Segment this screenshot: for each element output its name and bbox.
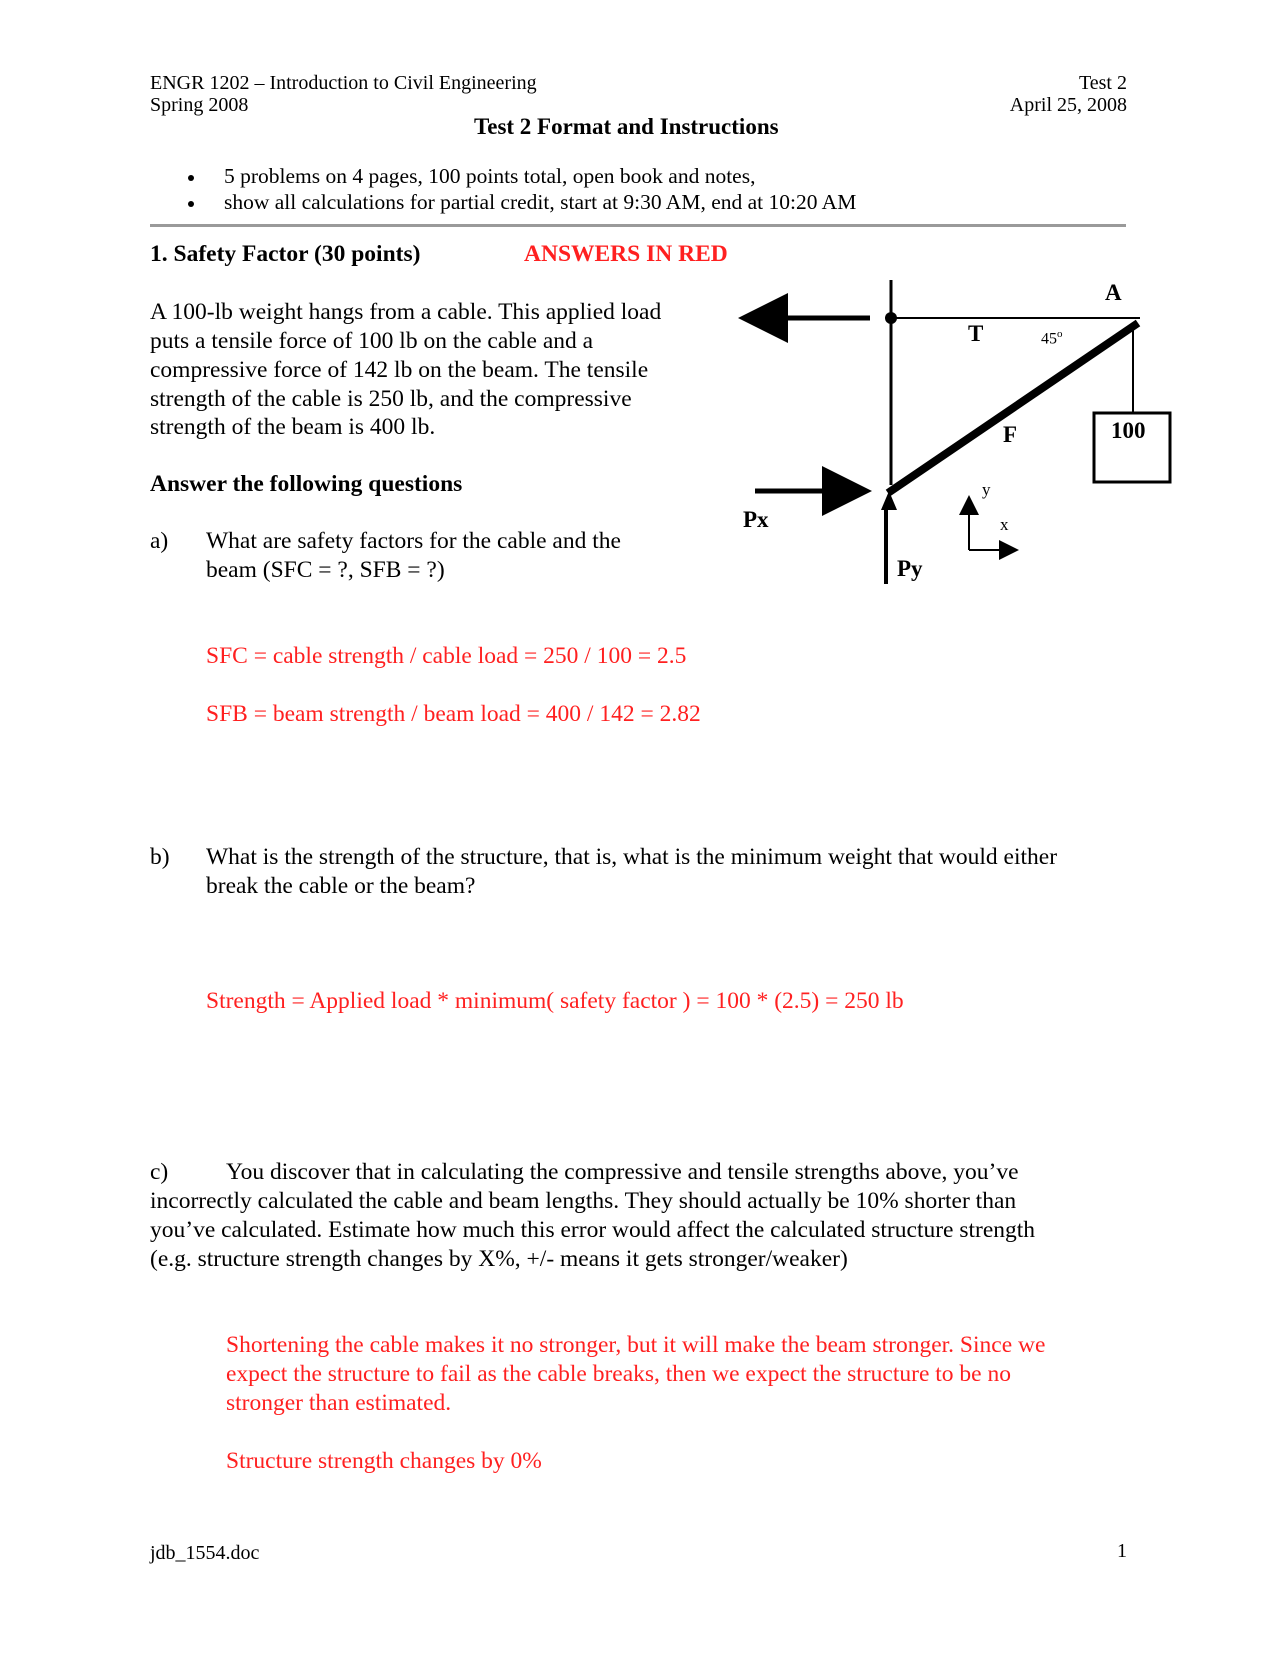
answer-a-sfc: SFC = cable strength / cable load = 250 / 100 = 2.5 (206, 643, 687, 669)
label-t: T (968, 321, 984, 346)
test-number: Test 2 (1078, 72, 1127, 94)
page-title: Test 2 Format and Instructions (474, 114, 779, 139)
question-c-line: you’ve calculated. Estimate how much this error would affect the calculated structure strength (150, 1217, 1036, 1243)
problem-statement-line: A 100-lb weight hangs from a cable. This applied load (150, 299, 662, 325)
pivot (881, 491, 897, 510)
test-date: April 25, 2008 (1009, 94, 1127, 116)
label-f: F (1003, 422, 1018, 447)
problem-heading: 1. Safety Factor (30 points) (150, 241, 421, 267)
cable-pin (885, 312, 897, 324)
question-c-line: (e.g. structure strength changes by X%, +/- means it gets stronger/weaker) (150, 1246, 848, 1272)
answers-note: ANSWERS IN RED (524, 241, 728, 267)
weight-label: 100 (1111, 418, 1146, 443)
page-number: 1 (1117, 1540, 1127, 1562)
beam-f (888, 323, 1138, 493)
angle-value: 45 (1041, 330, 1057, 348)
question-a-line: What are safety factors for the cable and the (206, 528, 621, 554)
question-b-label: b) (150, 844, 170, 870)
question-b-line: break the cable or the beam? (206, 873, 476, 899)
degree-sign: o (1057, 328, 1063, 340)
answer-c-line: stronger than estimated. (226, 1390, 452, 1416)
footer-filename: jdb_1554.doc (150, 1542, 260, 1564)
problem-statement-line: compressive force of 142 lb on the beam. The tensile (150, 357, 649, 383)
label-py: Py (897, 556, 923, 581)
instruction-line: 5 problems on 4 pages, 100 points total, open book and notes, (224, 164, 756, 188)
axis-y-label: y (982, 480, 991, 499)
term: Spring 2008 (150, 94, 249, 116)
answer-c-line: expect the structure to fail as the cable breaks, then we expect the structure to be no (226, 1361, 1011, 1387)
answer-b: Strength = Applied load * minimum( safety factor ) = 100 * (2.5) = 250 lb (206, 988, 904, 1014)
answer-heading: Answer the following questions (150, 471, 463, 497)
problem-statement-line: puts a tensile force of 100 lb on the cable and a (150, 328, 594, 354)
problem-statement-line: strength of the cable is 250 lb, and the compressive (150, 386, 632, 412)
question-a-label: a) (150, 528, 169, 554)
problem-statement-line: strength of the beam is 400 lb. (150, 414, 436, 440)
question-b-line: What is the strength of the structure, that is, what is the minimum weight that would either (206, 844, 1058, 870)
question-c-label: c) (150, 1159, 169, 1185)
question-a-line: beam (SFC = ?, SFB = ?) (206, 557, 445, 583)
question-c-line: incorrectly calculated the cable and beam lengths. They should actually be 10% shorter than (150, 1188, 1017, 1214)
axis-x-label: x (1000, 515, 1009, 534)
question-c-line: You discover that in calculating the compressive and tensile strengths above, you’ve (226, 1159, 1019, 1185)
instruction-line: show all calculations for partial credit, start at 9:30 AM, end at 10:20 AM (224, 190, 857, 214)
course-title: ENGR 1202 – Introduction to Civil Engineering (150, 72, 537, 94)
answer-a-sfb: SFB = beam strength / beam load = 400 / 142 = 2.82 (206, 701, 701, 727)
angle-label (1041, 328, 1063, 348)
answer-c-line: Shortening the cable makes it no stronger, but it will make the beam stronger. Since we (226, 1332, 1046, 1358)
label-a: A (1105, 280, 1122, 305)
answer-c-conclusion: Structure strength changes by 0% (226, 1448, 542, 1474)
label-px: Px (743, 507, 769, 532)
